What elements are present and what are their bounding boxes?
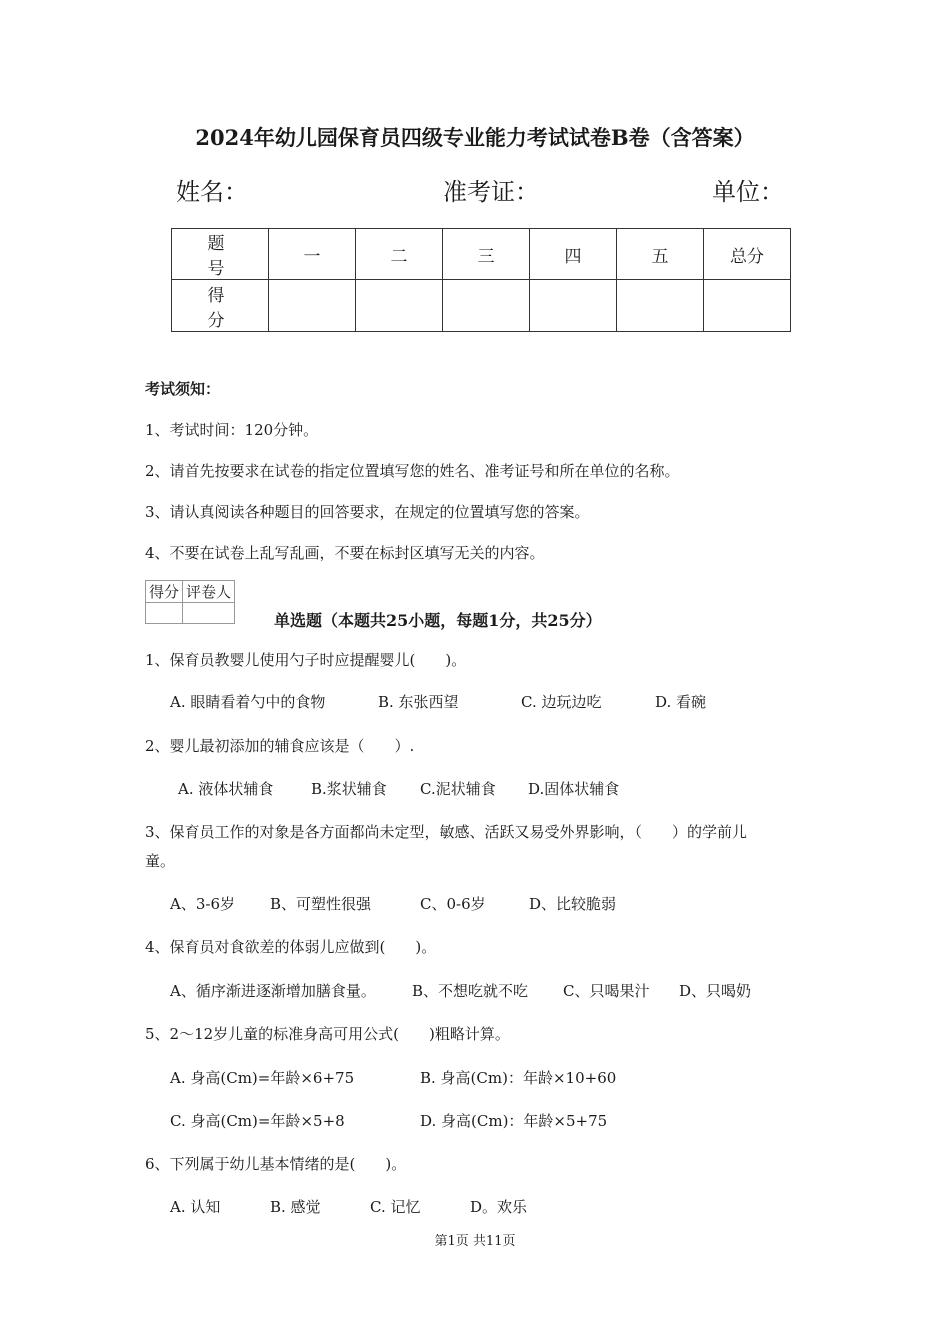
unit-field-label: 单位： bbox=[712, 178, 784, 206]
notice-item: 3、请认真阅读各种题目的回答要求，在规定的位置填写您的答案。 bbox=[145, 503, 590, 521]
option: A. 身高(Cm)=年龄×6+75 bbox=[170, 1069, 355, 1087]
option: B、不想吃就不吃 bbox=[412, 982, 529, 1000]
col-3: 三 bbox=[443, 229, 530, 280]
question-text: 3、保育员工作的对象是各方面都尚未定型，敏感、活跃又易受外界影响，（ ）的学前儿 bbox=[145, 823, 748, 841]
question-text-continued: 童。 bbox=[145, 852, 176, 870]
option: A. 液体状辅食 bbox=[178, 780, 274, 798]
col-4: 四 bbox=[530, 229, 617, 280]
option: B. 身高(Cm)：年龄×10+60 bbox=[420, 1069, 617, 1087]
row-head-score: 得 分 bbox=[172, 280, 269, 332]
score-cell-3[interactable] bbox=[443, 280, 530, 332]
option: C、只喝果汁 bbox=[563, 982, 650, 1000]
option: D。欢乐 bbox=[470, 1198, 528, 1216]
question-text: 1、保育员教婴儿使用勺子时应提醒婴儿( )。 bbox=[145, 651, 467, 669]
notice-item: 2、请首先按要求在试卷的指定位置填写您的姓名、准考证号和所在单位的名称。 bbox=[145, 462, 680, 480]
score-cell-total[interactable] bbox=[704, 280, 791, 332]
option: A. 眼睛看着勺中的食物 bbox=[170, 693, 326, 711]
grader-name-label: 评卷人 bbox=[183, 581, 235, 603]
col-1: 一 bbox=[269, 229, 356, 280]
col-total: 总分 bbox=[704, 229, 791, 280]
grader-score-cell[interactable] bbox=[146, 603, 183, 624]
option: B、可塑性很强 bbox=[270, 895, 372, 913]
option: B. 东张西望 bbox=[378, 693, 459, 711]
question-text: 4、保育员对食欲差的体弱儿应做到( )。 bbox=[145, 938, 437, 956]
option: C. 身高(Cm)=年龄×5+8 bbox=[170, 1112, 345, 1130]
option: D. 身高(Cm)：年龄×5+75 bbox=[420, 1112, 608, 1130]
page-footer: 第1页 共11页 bbox=[434, 1234, 516, 1249]
question-text: 2、婴儿最初添加的辅食应该是（ ）. bbox=[145, 737, 415, 755]
score-cell-4[interactable] bbox=[530, 280, 617, 332]
col-5: 五 bbox=[617, 229, 704, 280]
notice-item: 1、考试时间：120分钟。 bbox=[145, 421, 319, 439]
option: C. 边玩边吃 bbox=[521, 693, 602, 711]
option: C. 记忆 bbox=[370, 1198, 421, 1216]
question-text: 6、下列属于幼儿基本情绪的是( )。 bbox=[145, 1155, 407, 1173]
option: B.浆状辅食 bbox=[311, 780, 387, 798]
option: A、循序渐进逐渐增加膳食量。 bbox=[170, 982, 376, 1000]
score-cell-2[interactable] bbox=[356, 280, 443, 332]
name-field-label: 姓名： bbox=[176, 178, 248, 206]
option: C.泥状辅食 bbox=[420, 780, 496, 798]
option: D.固体状辅食 bbox=[528, 780, 620, 798]
option: D. 看碗 bbox=[655, 693, 707, 711]
option: B. 感觉 bbox=[270, 1198, 321, 1216]
option: A、3-6岁 bbox=[170, 895, 235, 913]
grader-score-label: 得分 bbox=[146, 581, 183, 603]
page-title: 2024年幼儿园保育员四级专业能力考试试卷B卷（含答案） bbox=[195, 125, 755, 150]
option: D、比较脆弱 bbox=[529, 895, 617, 913]
score-table bbox=[171, 228, 791, 332]
grader-name-cell[interactable] bbox=[183, 603, 235, 624]
col-2: 二 bbox=[356, 229, 443, 280]
option: C、0-6岁 bbox=[420, 895, 486, 913]
score-cell-1[interactable] bbox=[269, 280, 356, 332]
row-head-number: 题 号 bbox=[172, 229, 269, 280]
notice-heading: 考试须知： bbox=[145, 380, 221, 398]
exam-id-field-label: 准考证： bbox=[443, 178, 539, 206]
grader-table bbox=[145, 580, 235, 624]
option: D、只喝奶 bbox=[679, 982, 752, 1000]
question-text: 5、2～12岁儿童的标准身高可用公式( )粗略计算。 bbox=[145, 1025, 510, 1043]
section-title: 单选题（本题共25小题，每题1分，共25分） bbox=[274, 611, 602, 630]
score-cell-5[interactable] bbox=[617, 280, 704, 332]
notice-item: 4、不要在试卷上乱写乱画，不要在标封区填写无关的内容。 bbox=[145, 544, 545, 562]
option: A. 认知 bbox=[170, 1198, 221, 1216]
